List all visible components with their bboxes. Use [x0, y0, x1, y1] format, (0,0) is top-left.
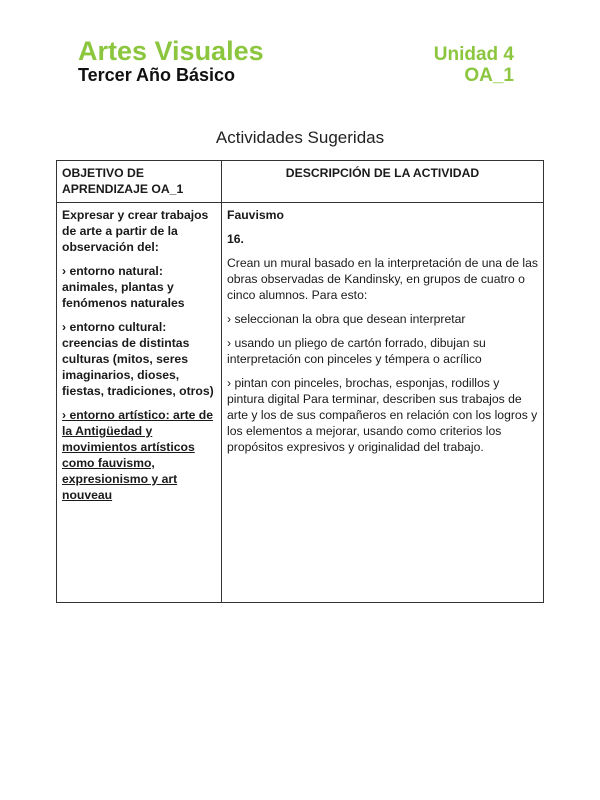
activity-step-select: › seleccionan la obra que desean interpretar: [227, 312, 466, 326]
activity-topic: Fauvismo: [227, 208, 284, 222]
header-row-top: [78, 36, 514, 67]
activity-step-draw: › usando un pliego de cartón forrado, dibujan su interpretación con pinceles y témpera o acrílico: [227, 336, 486, 366]
grade-label: Tercer Año Básico: [78, 65, 236, 85]
unit-label: Unidad 4: [433, 44, 514, 65]
subject-title: Artes Visuales: [78, 36, 264, 66]
table-row: [57, 203, 544, 603]
objective-cell: [57, 203, 222, 603]
description-cell: [222, 203, 544, 603]
objective-column-header: OBJETIVO DE APRENDIZAJE OA_1: [57, 161, 222, 203]
description-column-header: DESCRIPCIÓN DE LA ACTIVIDAD: [222, 161, 544, 203]
objective-cultural: › entorno cultural: creencias de distintas culturas (mitos, seres imaginarios, dioses, fiestas, tradiciones, otros): [62, 320, 214, 398]
activity-number: 16.: [227, 232, 244, 246]
objective-code: OA_1: [464, 65, 514, 86]
section-title: Actividades Sugeridas: [215, 128, 385, 147]
page-header: [78, 36, 514, 87]
activity-intro: Crean un mural basado en la interpretación de una de las obras observadas de Kandinsky, en grupos de cuatro o cinco alumnos. Para esto:: [227, 256, 538, 302]
table-header-row: [57, 161, 544, 203]
objective-intro: Expresar y crear trabajos de arte a partir de la observación del:: [62, 208, 209, 254]
objective-natural: › entorno natural: animales, plantas y fenómenos naturales: [62, 264, 185, 310]
activities-table: [56, 160, 544, 603]
activity-step-paint: › pintan con pinceles, brochas, esponjas, rodillos y pintura digital Para terminar, describen sus trabajos de arte y los de sus compañeros en relación con los logros y los elementos a mejorar, usando como criterios los propósitos expresivos y originalidad del trabajo.: [227, 376, 538, 454]
header-row-bottom: [78, 65, 514, 87]
objective-artistic: › entorno artístico: arte de la Antigüedad y movimientos artísticos como fauvismo, expresionismo y art nouveau: [62, 408, 214, 502]
